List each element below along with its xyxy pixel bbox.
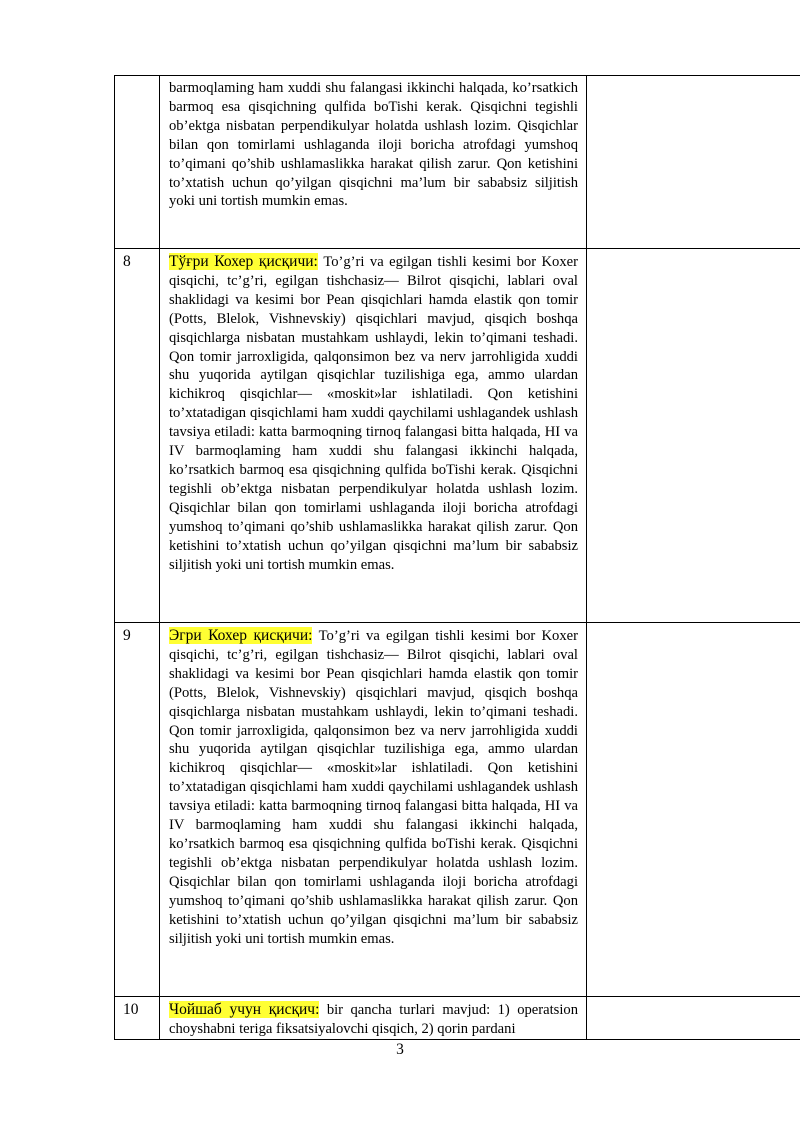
empty-cell [587, 623, 800, 997]
row-description [160, 249, 587, 623]
empty-cell [587, 997, 800, 1040]
description-text: barmoqlaming ham xuddi shu falangasi ikkinchi halqada, ko’rsatkich barmoq esa qisqichning qulfida boTishi kerak. Qisqichni tegishli ob’ektga nisbatan perpendikulyar holatda ushlash lozim. Qisqichlar bilan qon tomirlami ushlaganda iloji boricha atrofdagi yumshoq to’qimani qo’shib ushlamaslikka harakat qilish zarur. Qon ketishini to’xtatish uchun qo’yilgan qisqichni ma’lum bir sababsiz siljitish yoki uni tortish mumkin emas. [169, 80, 578, 210]
table-row [115, 997, 800, 1040]
row-number: 8 [115, 249, 160, 623]
row-description [160, 76, 587, 249]
description-text: bir qancha turlari mavjud: 1) operatsion choyshabni teriga fiksatsiyalovchi qisqich, 2) qorin pardani [169, 1002, 579, 1037]
row-number: 9 [115, 623, 160, 997]
description-text: To’g’ri va egilgan tishli kesimi bor Koxer qisqichi, tc’g’ri, egilgan tishchasiz— Bilrot qisqichi, lablari oval shaklidagi va kesimi bor Pean qisqichlari hamda elastik qon tomir (Potts, Blelok, Vishnevskiy) qisqichlari mavjud, qisqich boshqa qisqichlarga nisbatan mustahkam ushlaydi, lekin to’qimani teshadi. Qon tomir jarroxligida, qalqonsimon bez va nerv jarrohligida xuddi shu yuqorida aytilgan qisqichlar tuzilishiga ega, ammo ulardan kichikroq qisqichlar— «moskit»lar ishlatiladi. Qon ketishini to’xtatadigan qisqichlami ham xuddi qaychilami ushlagandek ushlash tavsiya etiladi: katta barmoqning tirnoq falangasi bitta halqada, HI va IV barmoqlaming ham xuddi shu falangasi ikkinchi halqada, ko’rsatkich barmoq esa qisqichning qulfida boTishi kerak. Qisqichni tegishli ob’ektga nisbatan perpendikulyar holatda ushlash lozim. Qisqichlar bilan qon tomirlami ushlaganda iloji boricha atrofdagi yumshoq to’qimani qo’shib ushlamaslikka harakat qilish zarur. Qon ketishini to’xtatish uchun qo’yilgan qisqichni ma’lum bir sababsiz siljitish yoki uni tortish mumkin emas. [169, 254, 578, 573]
description-text: To’g’ri va egilgan tishli kesimi bor Koxer qisqichi, tc’g’ri, egilgan tishchasiz— Bilrot qisqichi, lablari oval shaklidagi va kesimi bor Pean qisqichlari hamda elastik qon tomir (Potts, Blelok, Vishnevskiy) qisqichlari mavjud, qisqich boshqa qisqichlarga nisbatan mustahkam ushlaydi, lekin to’qimani teshadi. Qon tomir jarroxligida, qalqonsimon bez va nerv jarrohligida xuddi shu yuqorida aytilgan qisqichlar tuzilishiga ega, ammo ulardan kichikroq qisqichlar— «moskit»lar ishlatiladi. Qon ketishini to’xtatadigan qisqichlami ham xuddi qaychilami ushlagandek ushlash tavsiya etiladi: katta barmoqning tirnoq falangasi bitta halqada, HI va IV barmoqlaming ham xuddi shu falangasi ikkinchi halqada, ko’rsatkich barmoq esa qisqichning qulfida boTishi kerak. Qisqichni tegishli ob’ektga nisbatan perpendikulyar holatda ushlash lozim. Qisqichlar bilan qon tomirlami ushlaganda iloji boricha atrofdagi yumshoq to’qimani qo’shib ushlamaslikka harakat qilish zarur. Qon ketishini to’xtatish uchun qo’yilgan qisqichni ma’lum bir sababsiz siljitish yoki uni tortish mumkin emas. [169, 628, 578, 947]
empty-cell [587, 76, 800, 249]
instruments-table [114, 75, 800, 1040]
table-row [115, 76, 800, 249]
highlighted-instrument-name: Тўғри Кохер қисқичи: [169, 253, 318, 270]
highlighted-instrument-name: Чойшаб учун қисқич: [169, 1001, 320, 1018]
row-description [160, 997, 587, 1040]
row-number: 10 [115, 997, 160, 1040]
highlighted-instrument-name: Эгри Кохер қисқичи: [169, 627, 313, 644]
empty-cell [587, 249, 800, 623]
table-row [115, 249, 800, 623]
row-number [115, 76, 160, 249]
page-number: 3 [396, 1041, 404, 1058]
row-description [160, 623, 587, 997]
table-row [115, 623, 800, 997]
